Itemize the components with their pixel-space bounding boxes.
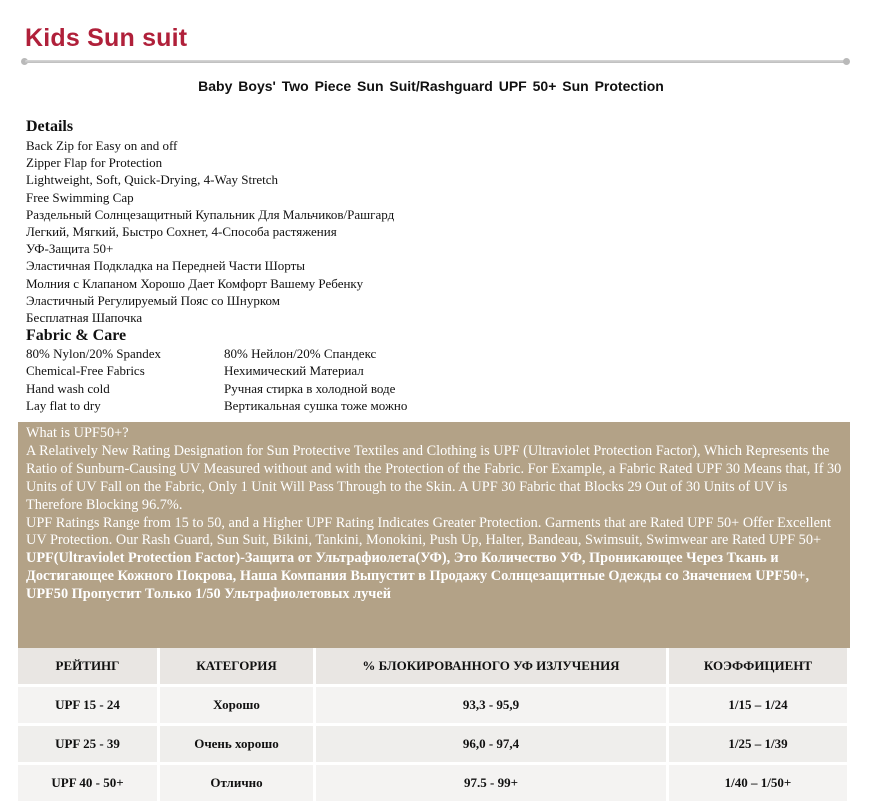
table-cell: 1/40 – 1/50+ — [669, 765, 850, 804]
fabric-ru: Нехимический Материал — [224, 363, 364, 378]
details-line: Бесплатная Шапочка — [26, 310, 143, 326]
fabric-care-heading: Fabric & Care — [26, 327, 127, 344]
details-line: Легкий, Мягкий, Быстро Сохнет, 4-Способа растяжения — [26, 224, 337, 240]
table-cell: 93,3 - 95,9 — [316, 687, 669, 726]
col-header-rating: РЕЙТИНГ — [18, 648, 160, 687]
details-line: Молния с Клапаном Хорошо Дает Комфорт Вашему Ребенку — [26, 275, 364, 291]
upf-info-box — [18, 422, 850, 648]
table-cell: Очень хорошо — [160, 726, 316, 765]
details-line: Free Swimming Cap — [26, 189, 134, 205]
details-line: Zipper Flap for Protection — [26, 155, 163, 171]
table-row — [18, 726, 850, 765]
product-subtitle: Baby Boys' Two Piece Sun Suit/Rashguard UPF 50+ Sun Protection — [198, 78, 664, 94]
fabric-en: Lay flat to dry — [26, 398, 101, 413]
fabric-en: Hand wash cold — [26, 381, 110, 396]
fabric-ru: Вертикальная сушка тоже можно — [224, 398, 408, 413]
table-cell: Отлично — [160, 765, 316, 804]
details-heading: Details — [26, 118, 74, 135]
col-header-category: КАТЕГОРИЯ — [160, 648, 316, 687]
details-line: Раздельный Солнцезащитный Купальник Для Мальчиков/Рашгард — [26, 206, 395, 222]
table-header-row — [18, 648, 850, 687]
table-cell: UPF 25 - 39 — [18, 726, 160, 765]
details-line: Эластичная Подкладка на Передней Части Шорты — [26, 258, 306, 274]
fabric-row — [26, 363, 364, 379]
fabric-row — [26, 381, 396, 397]
table-cell: UPF 15 - 24 — [18, 687, 160, 726]
fabric-en: 80% Nylon/20% Spandex — [26, 346, 162, 361]
table-cell: UPF 40 - 50+ — [18, 765, 160, 804]
upf-paragraph-1: A Relatively New Rating Designation for Sun Protective Textiles and Clothing is UPF (Ultraviolet Protection Factor), Which Represents the Ratio of Sunburn-Causing UV Measured without and with the Protection of the Fabric. For Example, a Fabric Rated UPF 30 Means that, If 30 Units of UV Fall on the Fabric, Only 1 Unit Will Pass Through to the Skin. A UPF 30 Fabric that Blocks 29 Out of 30 Units of UV is Therefore Blocking 96.7%. — [26, 442, 842, 513]
fabric-ru: Ручная стирка в холодной воде — [224, 381, 396, 396]
table-cell: Хорошо — [160, 687, 316, 726]
fabric-en: Chemical-Free Fabrics — [26, 363, 145, 378]
details-line: Back Zip for Easy on and off — [26, 138, 178, 153]
fabric-row — [26, 346, 377, 362]
upf-question: What is UPF50+? — [26, 425, 129, 441]
details-line: Lightweight, Soft, Quick-Drying, 4-Way Stretch — [26, 172, 279, 188]
col-header-blocked: % БЛОКИРОВАННОГО УФ ИЗЛУЧЕНИЯ — [316, 648, 669, 687]
table-cell: 97.5 - 99+ — [316, 765, 669, 804]
table-row — [18, 687, 850, 726]
upf-paragraph-2: UPF Ratings Range from 15 to 50, and a Higher UPF Rating Indicates Greater Protection. Garments that are Rated UPF 50+ Offer Excellent UV Protection. Our Rash Guard, Sun Suit, Bikini, Tankini, Monokini, Push Up, Halter, Bandeau, Swimsuit, Swimwear are Rated UPF 50+ — [26, 514, 832, 549]
title-divider — [25, 60, 847, 63]
table-cell: 1/15 – 1/24 — [669, 687, 850, 726]
details-list — [26, 137, 394, 326]
upf-rating-table — [18, 648, 850, 804]
fabric-row — [26, 398, 408, 414]
upf-russian-text: UPF(Ultraviolet Protection Factor)-Защита от Ультрафиолета(УФ), Это Количество УФ, Проникающее Через Ткань и Достигающее Кожного Покрова, Наша Компания Выпустит в Продажу Солнцезащитные Одежды со Значением UPF50+, UPF50 Пропустит Только 1/50 Ультрафиолетовых лучей — [26, 550, 810, 603]
table-row — [18, 765, 850, 804]
table-cell: 1/25 – 1/39 — [669, 726, 850, 765]
divider-right-dot — [843, 58, 850, 65]
page-title: Kids Sun suit — [25, 24, 188, 52]
fabric-ru: 80% Нейлон/20% Спандекс — [224, 346, 377, 361]
details-line: Эластичный Регулируемый Пояс со Шнурком — [26, 292, 281, 308]
details-line: УФ-Защита 50+ — [26, 241, 114, 257]
table-cell: 96,0 - 97,4 — [316, 726, 669, 765]
col-header-coefficient: КОЭФФИЦИЕНТ — [669, 648, 850, 687]
